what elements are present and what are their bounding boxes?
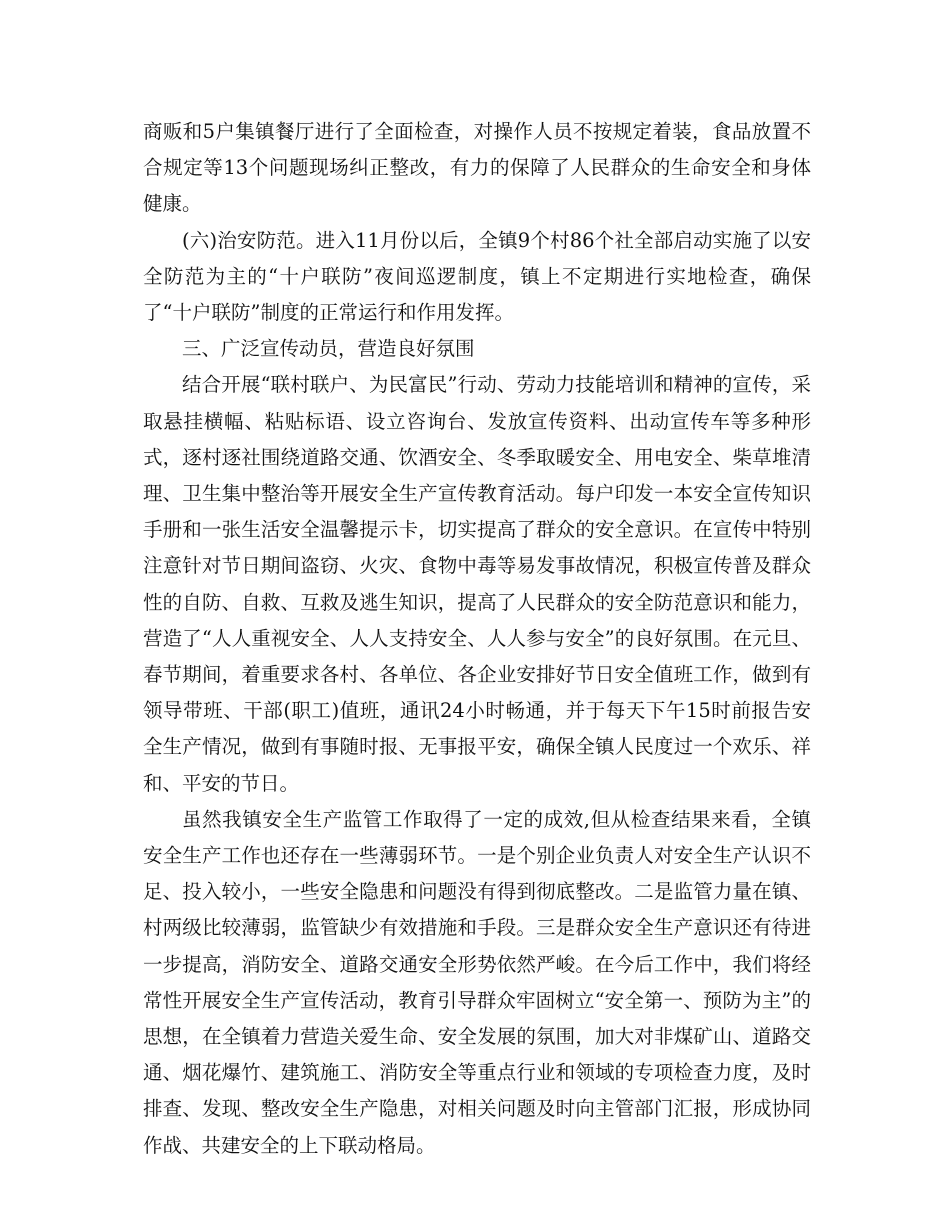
paragraph-publicity-activities: 结合开展“联村联户、为民富民”行动、劳动力技能培训和精神的宣传，采取悬挂横幅、粘贴标语、设立咨询台、发放宣传资料、出动宣传车等多种形式，逐村逐社围绕道路交通、饮酒安全、冬季取暖安全、用电安全、柴草堆清理、卫生集中整治等开展安全生产宣传教育活动。每户印发一本安全宣传知识手册和一张生活安全温馨提示卡，切实提高了群众的安全意识。在宣传中特别注意针对节日期间盗窃、火灾、食物中毒等易发事故情况，积极宣传普及群众性的自防、自救、互救及逃生知识，提高了人民群众的安全防范意识和能力，营造了“人人重视安全、人人支持安全、人人参与安全”的良好氛围。在元旦、春节期间，着重要求各村、各单位、各企业安排好节日安全值班工作，做到有领导带班、干部(职工)值班，通讯24小时畅通，并于每天下午15时前报告安全生产情况，做到有事随时报、无事报平安，确保全镇人民度过一个欢乐、祥和、平安的节日。	[143, 373, 811, 795]
paragraph-weaknesses-and-plans: 虽然我镇安全生产监管工作取得了一定的成效,但从检查结果来看，全镇安全生产工作也还存在一些薄弱环节。一是个别企业负责人对安全生产认识不足、投入较小，一些安全隐患和问题没有得到彻底整改。二是监管力量在镇、村两级比较薄弱，监管缺少有效措施和手段。三是群众安全生产意识还有待进一步提高，消防安全、道路交通安全形势依然严峻。在今后工作中，我们将经常性开展安全生产宣传活动，教育引导群众牢固树立“安全第一、预防为主”的思想，在全镇着力营造关爱生命、安全发展的氛围，加大对非煤矿山、道路交通、烟花爆竹、建筑施工、消防安全等重点行业和领域的专项检查力度，及时排查、发现、整改安全生产隐患，对相关问题及时向主管部门汇报，形成协同作战、共建安全的上下联动格局。	[143, 807, 811, 1157]
paragraph-food-safety-check: 商贩和5户集镇餐厅进行了全面检查，对操作人员不按规定着装，食品放置不合规定等13个问题现场纠正整改，有力的保障了人民群众的生命安全和身体健康。	[143, 120, 811, 216]
paragraph-public-security: (六)治安防范。进入11月份以后，全镇9个村86个社全部启动实施了以安全防范为主的“十户联防”夜间巡逻制度，镇上不定期进行实地检查，确保了“十户联防”制度的正常运行和作用发挥。	[143, 228, 811, 325]
section-heading-publicity: 三、广泛宣传动员，营造良好氛围	[182, 337, 475, 361]
document-body	[143, 114, 811, 1164]
